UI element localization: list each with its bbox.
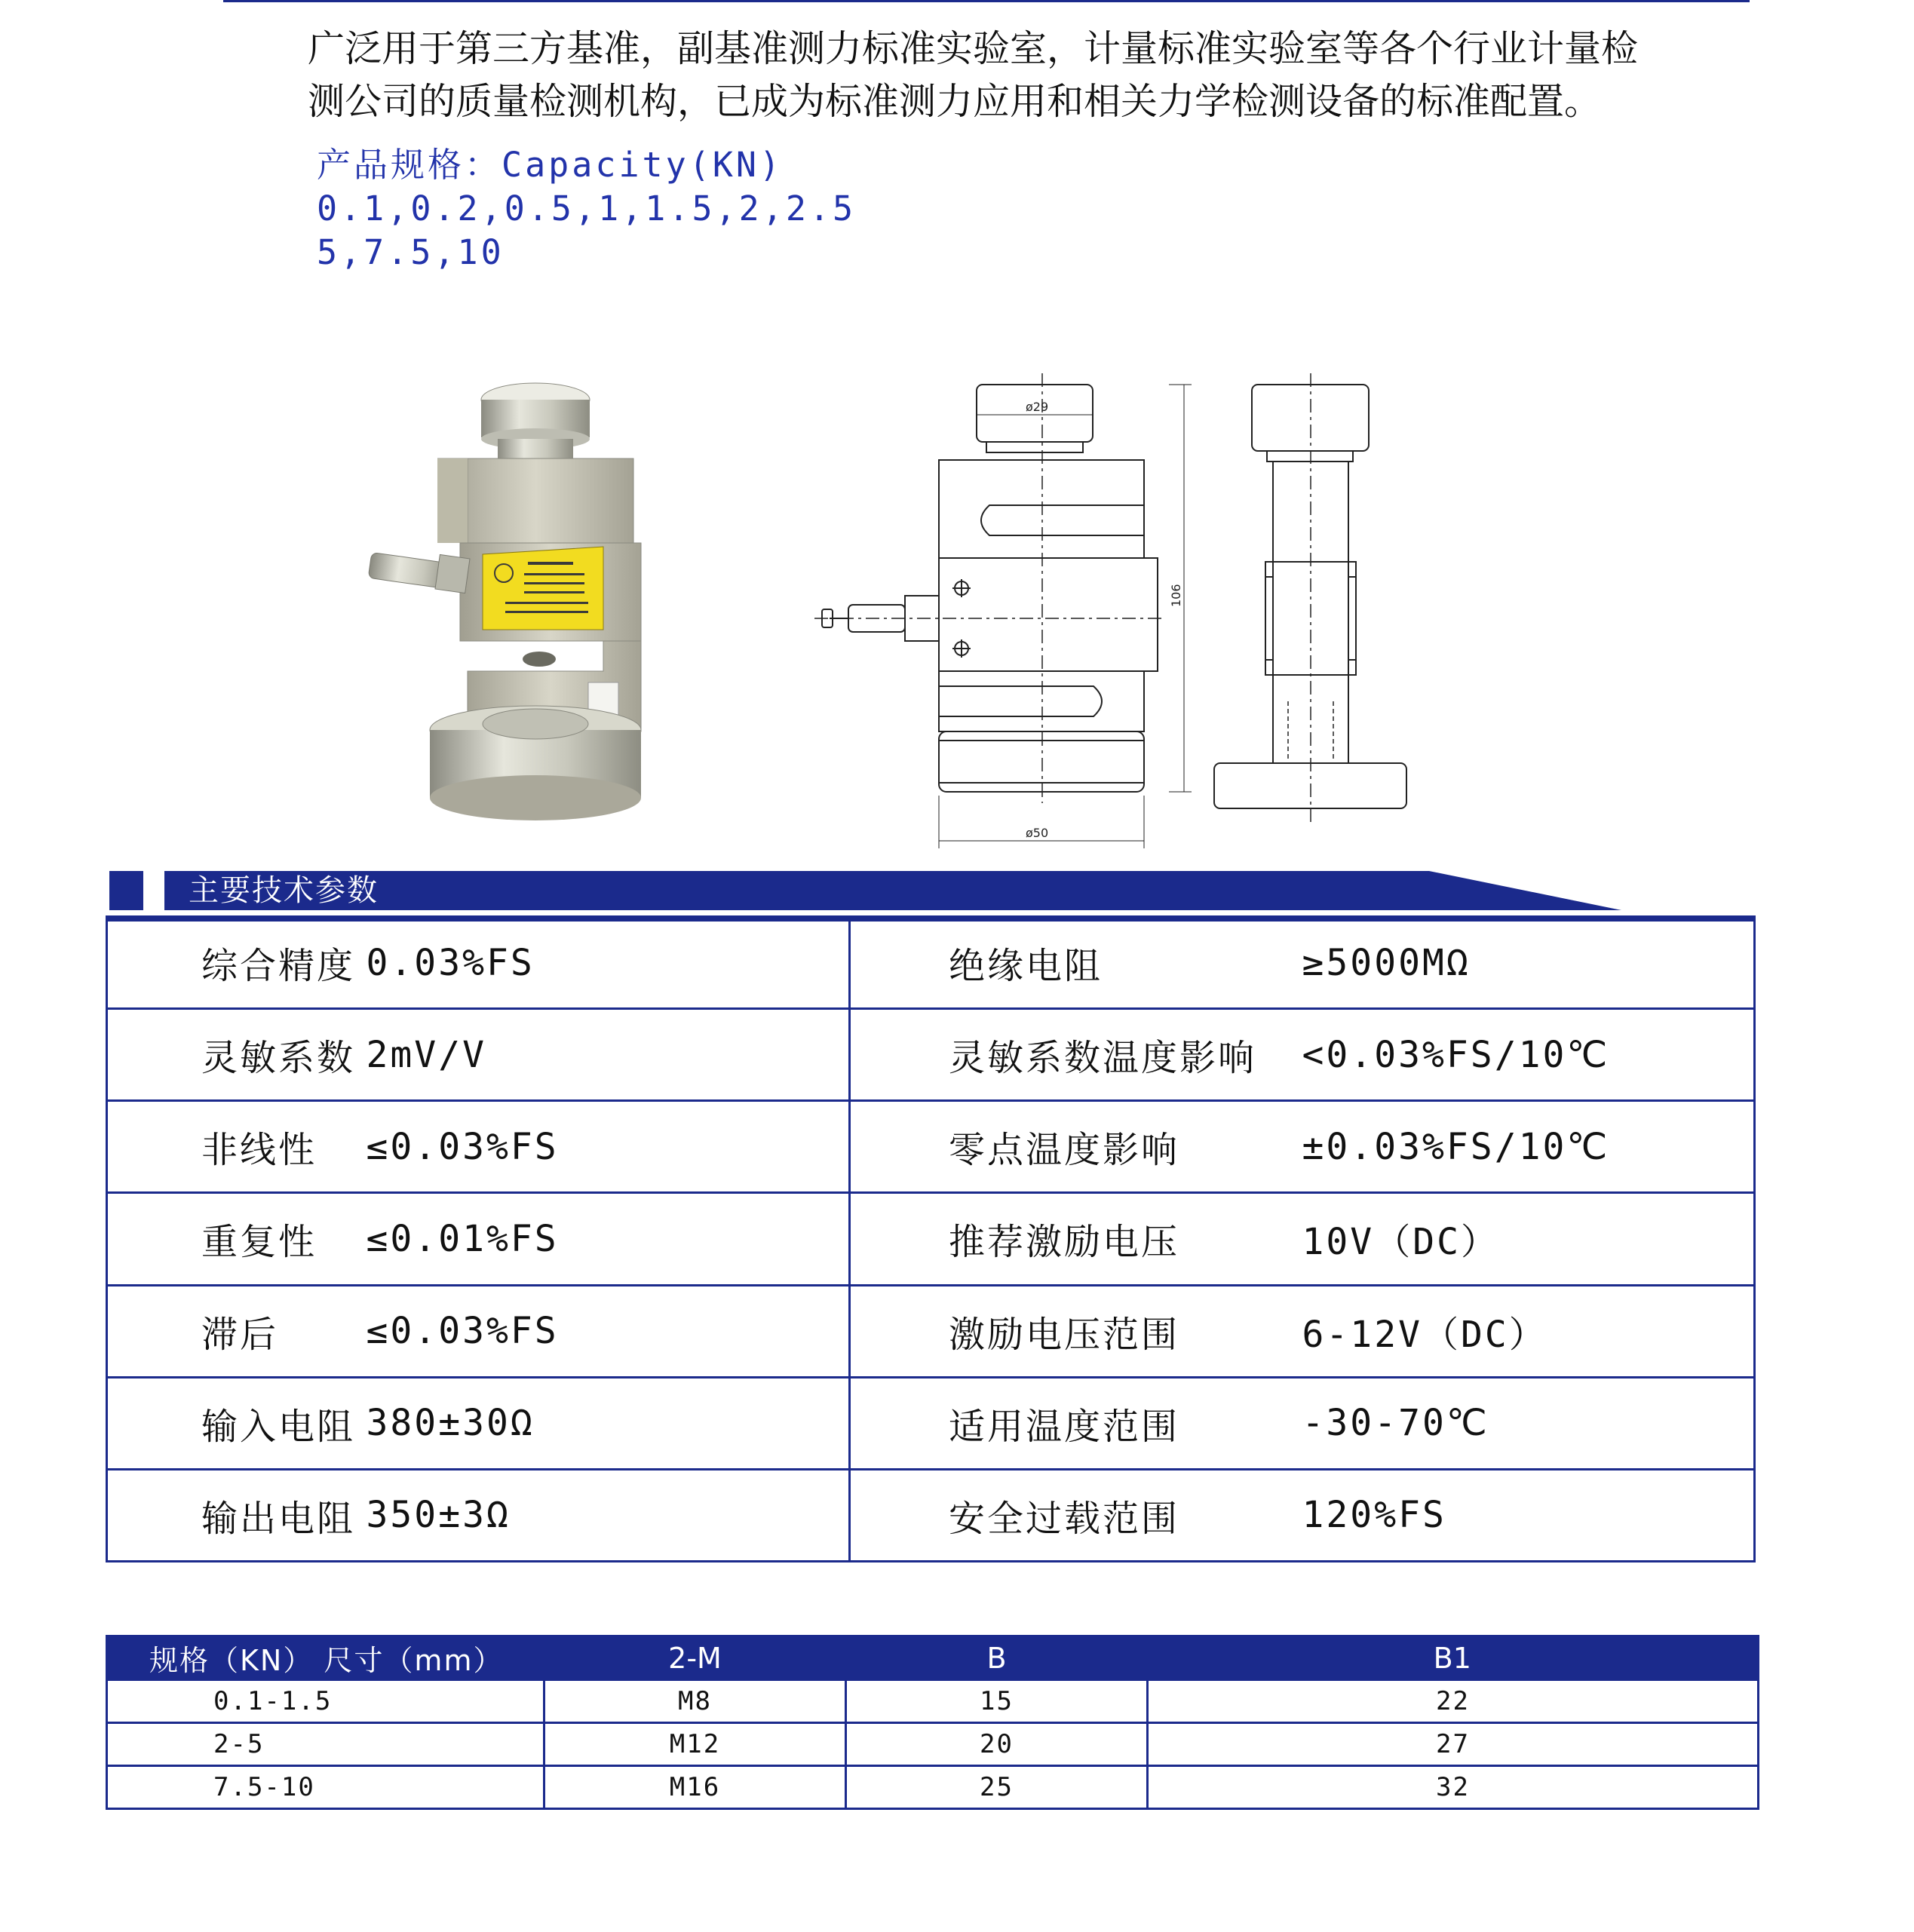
dims-cell: M16 [544,1766,846,1809]
dims-cell: 7.5-10 [107,1766,544,1809]
param-value: ≤0.03%FS [367,1285,850,1377]
param-name: 非线性 [107,1101,367,1193]
top-rule [223,0,1750,2]
param-name: 滞后 [107,1285,367,1377]
param-name: 适用温度范围 [850,1377,1302,1469]
dims-cell: 22 [1148,1680,1759,1723]
params-row [107,1377,1755,1469]
dims-row [107,1766,1759,1809]
params-row [107,1469,1755,1561]
param-value: 6-12V（DC） [1302,1285,1755,1377]
param-name: 安全过载范围 [850,1469,1302,1561]
param-value: 2mV/V [367,1009,850,1101]
param-value: 380±30Ω [367,1377,850,1469]
spec-capacity-line-2: 5,7.5,10 [317,232,505,272]
technical-drawing [814,370,1463,852]
dims-cell: M8 [544,1680,846,1723]
dims-header-cell: B [846,1636,1148,1680]
param-name: 输入电阻 [107,1377,367,1469]
dims-cell: 15 [846,1680,1148,1723]
params-row [107,1193,1755,1285]
param-value: ±0.03%FS/10℃ [1302,1101,1755,1193]
dims-cell: 20 [846,1723,1148,1766]
dim-bottom-label: ø50 [1026,826,1049,840]
params-row [107,1101,1755,1193]
param-name: 灵敏系数 [107,1009,367,1101]
spec-title: 产品规格：Capacity(KN) [317,145,784,185]
intro-line-1: 广泛用于第三方基准，副基准测力标准实验室，计量标准实验室等各个行业计量检 [308,27,1639,70]
dims-header-cell: 规格（KN） 尺寸（mm） [107,1636,544,1680]
param-value: -30-70℃ [1302,1377,1755,1469]
param-value: 10V（DC） [1302,1193,1755,1285]
params-table [106,915,1756,1562]
param-name: 绝缘电阻 [850,917,1302,1009]
params-row [107,1009,1755,1101]
dimensions-table [106,1635,1759,1810]
param-value: 120%FS [1302,1469,1755,1561]
param-name: 灵敏系数温度影响 [850,1009,1302,1101]
params-row [107,1285,1755,1377]
param-value: 350±3Ω [367,1469,850,1561]
dims-cell: 32 [1148,1766,1759,1809]
product-photo [354,370,656,830]
spec-capacity-line-1: 0.1,0.2,0.5,1,1.5,2,2.5 [317,189,857,228]
dims-header-cell: 2-M [544,1636,846,1680]
dim-top-label: ø29 [1026,400,1049,414]
param-name: 激励电压范围 [850,1285,1302,1377]
param-name: 重复性 [107,1193,367,1285]
dim-height-label: 106 [1169,584,1183,607]
dims-cell: 27 [1148,1723,1759,1766]
param-value: <0.03%FS/10℃ [1302,1009,1755,1101]
dims-header-cell: B1 [1148,1636,1759,1680]
param-value: ≥5000MΩ [1302,917,1755,1009]
param-value: 0.03%FS [367,917,850,1009]
param-value: ≤0.03%FS [367,1101,850,1193]
dims-row [107,1723,1759,1766]
dims-cell: M12 [544,1723,846,1766]
param-value: ≤0.01%FS [367,1193,850,1285]
param-name: 综合精度 [107,917,367,1009]
param-name: 零点温度影响 [850,1101,1302,1193]
intro-line-2: 测公司的质量检测机构，已成为标准测力应用和相关力学检测设备的标准配置。 [308,80,1602,123]
dims-cell: 0.1-1.5 [107,1680,544,1723]
dims-cell: 2-5 [107,1723,544,1766]
section-title: 主要技术参数 [189,873,379,908]
dims-cell: 25 [846,1766,1148,1809]
param-name: 输出电阻 [107,1469,367,1561]
dims-row [107,1680,1759,1723]
param-name: 推荐激励电压 [850,1193,1302,1285]
params-row [107,917,1755,1009]
